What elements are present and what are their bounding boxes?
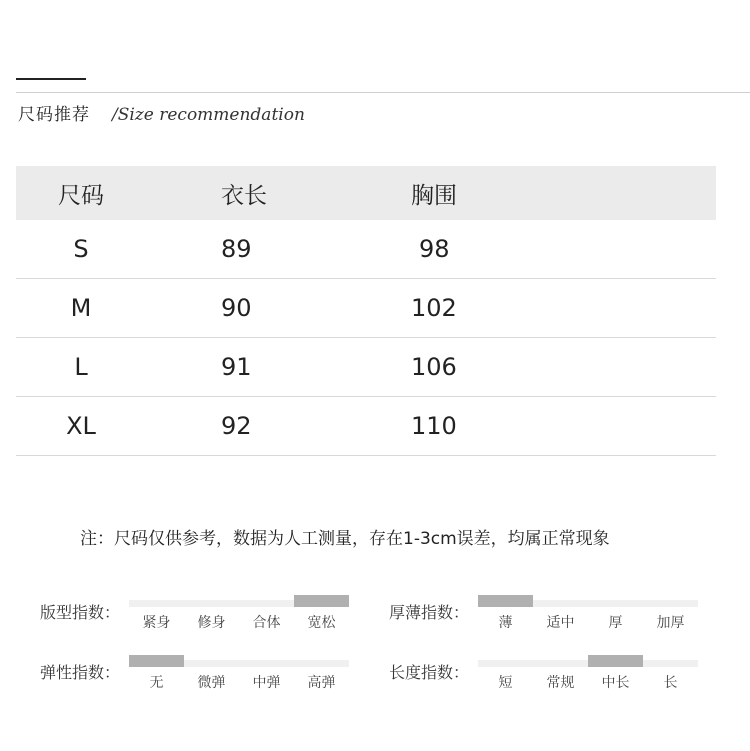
- fit-index-label: 版型指数：: [40, 603, 121, 622]
- index-option: [131, 600, 182, 632]
- table-header-row: [16, 166, 716, 220]
- cell-chest: 102: [411, 294, 457, 322]
- header-chest: 胸围: [411, 182, 457, 209]
- index-option: [645, 660, 696, 692]
- index-option-label: 紧身: [142, 615, 171, 631]
- cell-size: S: [73, 235, 89, 263]
- title-accent-line: [16, 78, 86, 80]
- header-length: 衣长: [221, 182, 267, 209]
- index-bar: [294, 660, 349, 667]
- index-option: [241, 660, 292, 692]
- cell-chest: 98: [419, 235, 450, 263]
- fit-index-scale: [131, 600, 347, 632]
- index-bar: [239, 660, 294, 667]
- index-option-label: 适中: [546, 615, 575, 631]
- index-bar: [184, 660, 239, 667]
- index-option: [241, 600, 292, 632]
- measurement-note: 注：尺码仅供参考，数据为人工测量，存在1-3cm误差，均属正常现象: [80, 529, 610, 549]
- cell-length: 92: [221, 412, 252, 440]
- section-title-en: /Size recommendation: [112, 105, 305, 125]
- index-option: [590, 600, 641, 632]
- index-option: [296, 600, 347, 632]
- index-option-label: 长: [663, 675, 678, 691]
- index-option-label: 修身: [197, 615, 226, 631]
- index-option-label: 加厚: [656, 615, 685, 631]
- index-option-label: 中弹: [252, 675, 281, 691]
- cell-size: L: [74, 353, 88, 381]
- index-option: [535, 660, 586, 692]
- thickness-index-scale: [480, 600, 696, 632]
- index-option-label: 短: [498, 675, 513, 691]
- index-option: [535, 600, 586, 632]
- cell-chest: 106: [411, 353, 457, 381]
- index-option: [645, 600, 696, 632]
- length-index-scale: [480, 660, 696, 692]
- elasticity-index-scale: [131, 660, 347, 692]
- index-bar-selected: [129, 655, 184, 667]
- index-bar: [643, 660, 698, 667]
- index-option-label: 合体: [252, 615, 281, 631]
- table-row: [16, 338, 716, 397]
- table-row: [16, 220, 716, 279]
- cell-length: 90: [221, 294, 252, 322]
- index-bar-selected: [478, 595, 533, 607]
- table-row: [16, 397, 716, 456]
- index-option: [480, 660, 531, 692]
- index-option: [480, 600, 531, 632]
- title-divider: [16, 92, 750, 93]
- thickness-index-label: 厚薄指数：: [389, 603, 470, 622]
- cell-length: 89: [221, 235, 252, 263]
- index-bar-selected: [294, 595, 349, 607]
- index-option: [186, 660, 237, 692]
- cell-chest: 110: [411, 412, 457, 440]
- index-option-label: 中长: [601, 675, 630, 691]
- index-option-label: 厚: [608, 615, 623, 631]
- index-bar: [533, 660, 588, 667]
- cell-size: XL: [66, 412, 96, 440]
- index-bar: [588, 600, 643, 607]
- index-bar: [478, 660, 533, 667]
- section-title-cn: 尺码推荐: [18, 105, 90, 125]
- index-option-label: 薄: [498, 615, 513, 631]
- index-bar: [239, 600, 294, 607]
- header-size: 尺码: [58, 182, 104, 209]
- index-bar: [129, 600, 184, 607]
- size-table: [16, 166, 716, 456]
- cell-length: 91: [221, 353, 252, 381]
- index-bar: [184, 600, 239, 607]
- index-option-label: 无: [149, 675, 164, 691]
- section-heading: [18, 100, 305, 125]
- index-bar: [643, 600, 698, 607]
- index-option-label: 高弹: [307, 675, 336, 691]
- index-option-label: 常规: [546, 675, 575, 691]
- index-option: [131, 660, 182, 692]
- length-index-label: 长度指数：: [389, 663, 470, 682]
- cell-size: M: [70, 294, 92, 322]
- index-option: [590, 660, 641, 692]
- index-bar-selected: [588, 655, 643, 667]
- elasticity-index-label: 弹性指数：: [40, 663, 121, 682]
- index-option-label: 微弹: [197, 675, 226, 691]
- index-option: [296, 660, 347, 692]
- index-option-label: 宽松: [307, 615, 336, 631]
- table-row: [16, 279, 716, 338]
- index-option: [186, 600, 237, 632]
- index-bar: [533, 600, 588, 607]
